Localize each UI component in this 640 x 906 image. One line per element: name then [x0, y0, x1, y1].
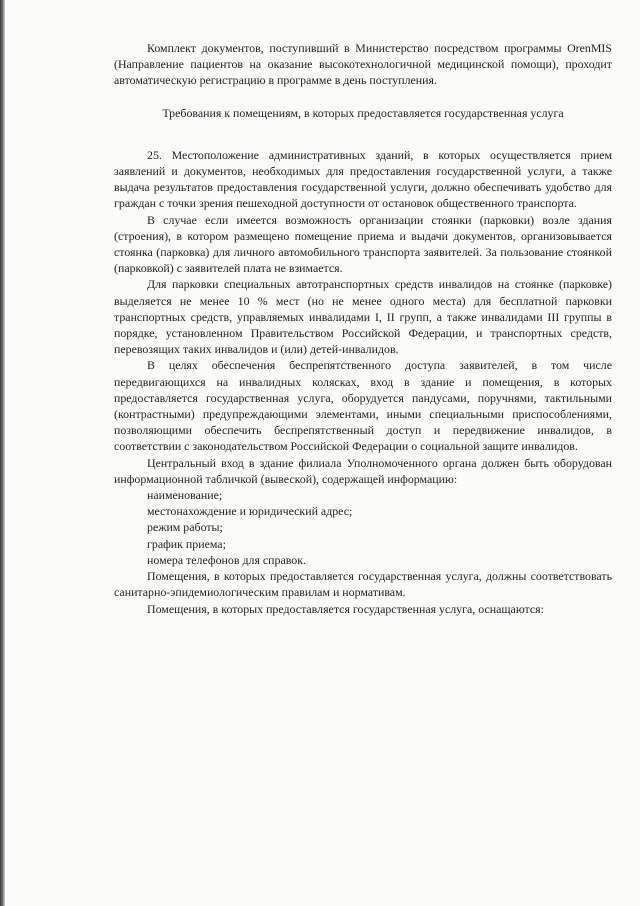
list-item-working-hours: режим работы; [147, 520, 223, 535]
paragraph-25-location: 25. Местоположение административных зданий, в которых осуществляется прием заявлений и документов, необходимых для предоставления государственной услуги, а также выдача результатов предоставления государственной услуги, должно обеспечивать удобство для граждан с точки зрения пешеходной доступности от остановок общественного транспорта. [114, 147, 612, 211]
list-item-name: наименование; [147, 488, 223, 503]
scan-left-edge-shadow [0, 0, 5, 906]
list-item-reception-schedule: график приема; [147, 536, 226, 551]
paragraph-parking: В случае если имеется возможность организации стоянки (парковки) возле здания (строения), в котором размещено помещение приема и выдачи документов, организовывается стоянка (парковка) для личного автомобильного транспорта заявителей. За пользование стоянкой (парковкой) с заявителей плата не взимается. [114, 212, 612, 276]
document-body [114, 40, 612, 617]
paragraph-entrance-sign: Центральный вход в здание филиала Уполномоченного органа должен быть оборудован информационной табличкой (вывеской), содержащей информацию: [114, 455, 612, 486]
paragraph-disabled-parking: Для парковки специальных автотранспортных средств инвалидов на стоянке (парковке) выделяется не менее 10 % мест (но не менее одного места) для бесплатной парковки транспортных средств, управляемых инвалидами I, II групп, а также инвалидами III группы в порядке, установленном Правительством Российской Федерации, и транспортных средств, перевозящих таких инвалидов и (или) детей-инвалидов. [114, 277, 612, 357]
list-item-address: местонахождение и юридический адрес; [147, 504, 353, 519]
paragraph-sanitary-norms: Помещения, в которых предоставляется государственная услуга, должны соответствовать санитарно-эпидемиологическим правилам и нормативам. [114, 569, 612, 600]
intro-paragraph: Комплект документов, поступивший в Министерство посредством программы OrenMIS (Направление пациентов на оказание высокотехнологичной медицинской помощи), проходит автоматическую регистрацию в программе в день поступления. [114, 41, 612, 88]
paragraph-accessibility: В целях обеспечения беспрепятственного доступа заявителей, в том числе передвигающихся на инвалидных колясках, вход в здание и помещения, в которых предоставляется государственная услуга, оборудуется пандусами, поручнями, тактильными (контрастными) предупреждающими элементами, иными специальными приспособлениями, позволяющими обеспечить беспрепятственный доступ и передвижение инвалидов, в соответствии с законодательством Российской Федерации о социальной защите инвалидов. [114, 358, 612, 454]
paragraph-equipment: Помещения, в которых предоставляется государственная услуга, оснащаются: [147, 601, 544, 616]
section-heading-premises-requirements: Требования к помещениям, в которых предоставляется государственная услуга [162, 105, 564, 120]
list-item-phone-numbers: номера телефонов для справок. [147, 552, 306, 567]
